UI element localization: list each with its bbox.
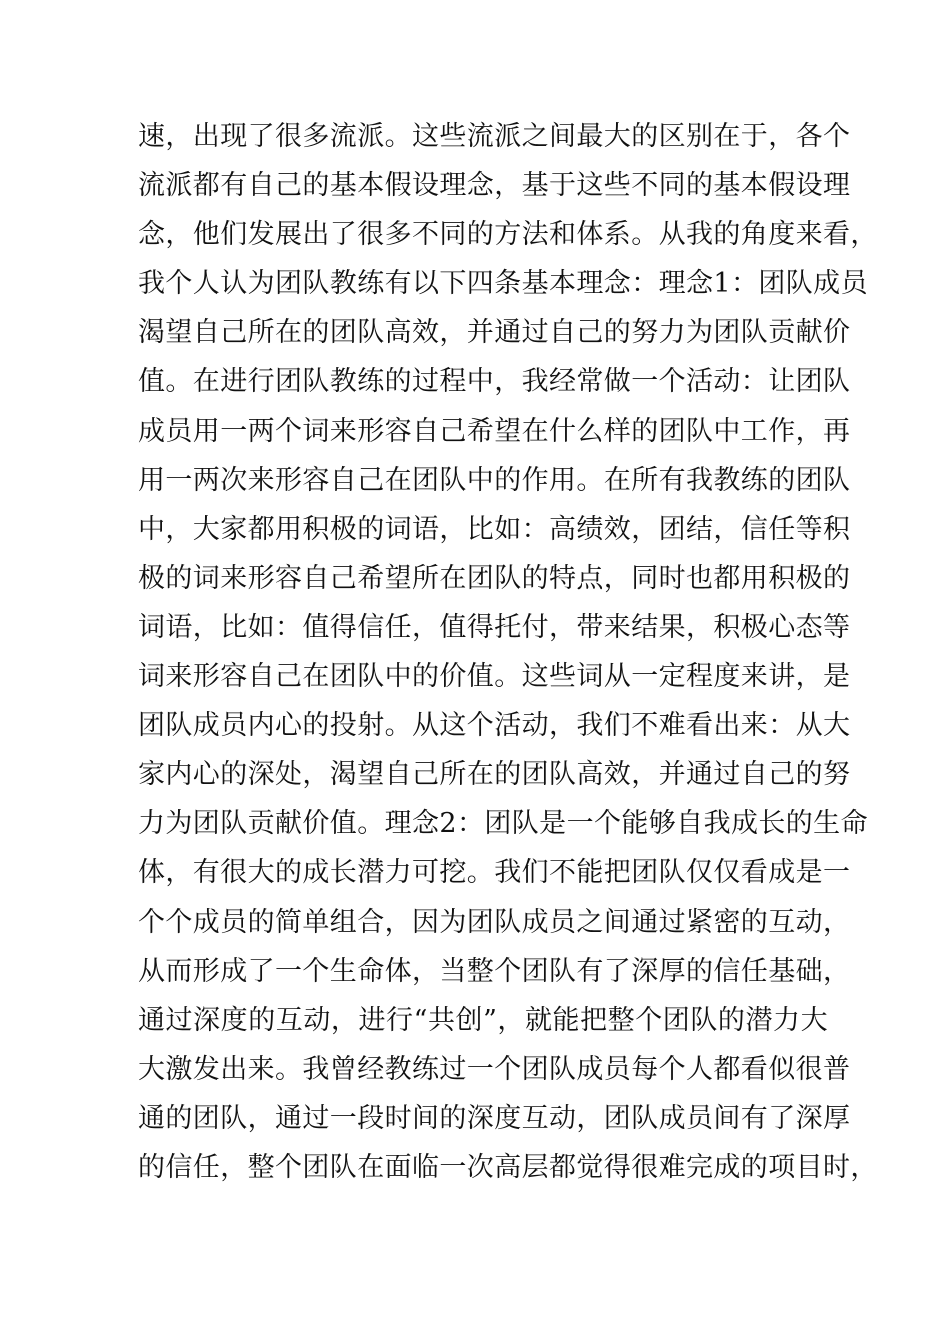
text-line: 大激发出来。我曾经教练过一个团队成员每个人都看似很普 xyxy=(138,1053,851,1085)
text-line: 的信任，整个团队在面临一次高层都觉得很难完成的项目时， xyxy=(138,1151,878,1183)
body-text xyxy=(138,112,878,1192)
text-line: 流派都有自己的基本假设理念，基于这些不同的基本假设理 xyxy=(138,170,851,202)
text-line: 念，他们发展出了很多不同的方法和体系。从我的角度来看， xyxy=(138,219,878,251)
text-line: 我个人认为团队教练有以下四条基本理念：理念1：团队成员 xyxy=(138,268,868,300)
text-line: 体，有很大的成长潜力可挖。我们不能把团队仅仅看成是一 xyxy=(138,857,851,889)
text-line: 极的词来形容自己希望所在团队的特点，同时也都用积极的 xyxy=(138,562,851,594)
text-line: 速，出现了很多流派。这些流派之间最大的区别在于，各个 xyxy=(138,121,851,152)
text-line: 值。在进行团队教练的过程中，我经常做一个活动：让团队 xyxy=(138,366,851,398)
text-line: 从而形成了一个生命体，当整个团队有了深厚的信任基础， xyxy=(138,955,851,987)
text-line: 渴望自己所在的团队高效，并通过自己的努力为团队贡献价 xyxy=(138,317,851,349)
text-line: 家内心的深处，渴望自己所在的团队高效，并通过自己的努 xyxy=(138,759,851,791)
text-line: 个个成员的简单组合，因为团队成员之间通过紧密的互动， xyxy=(138,906,851,938)
text-line: 用一两次来形容自己在团队中的作用。在所有我教练的团队 xyxy=(138,464,851,496)
text-line: 词来形容自己在团队中的价值。这些词从一定程度来讲，是 xyxy=(138,661,851,693)
text-line: 力为团队贡献价值。理念2：团队是一个能够自我成长的生命 xyxy=(138,808,868,840)
text-line: 团队成员内心的投射。从这个活动，我们不难看出来：从大 xyxy=(138,710,851,742)
text-line: 通的团队，通过一段时间的深度互动，团队成员间有了深厚 xyxy=(138,1102,851,1134)
text-line: 中，大家都用积极的词语，比如：高绩效，团结，信任等积 xyxy=(138,513,851,545)
text-line: 通过深度的互动，进行“共创”，就能把整个团队的潜力大 xyxy=(138,1004,828,1036)
text-line: 词语，比如：值得信任，值得托付，带来结果，积极心态等 xyxy=(138,611,851,643)
text-line: 成员用一两个词来形容自己希望在什么样的团队中工作，再 xyxy=(138,415,851,447)
